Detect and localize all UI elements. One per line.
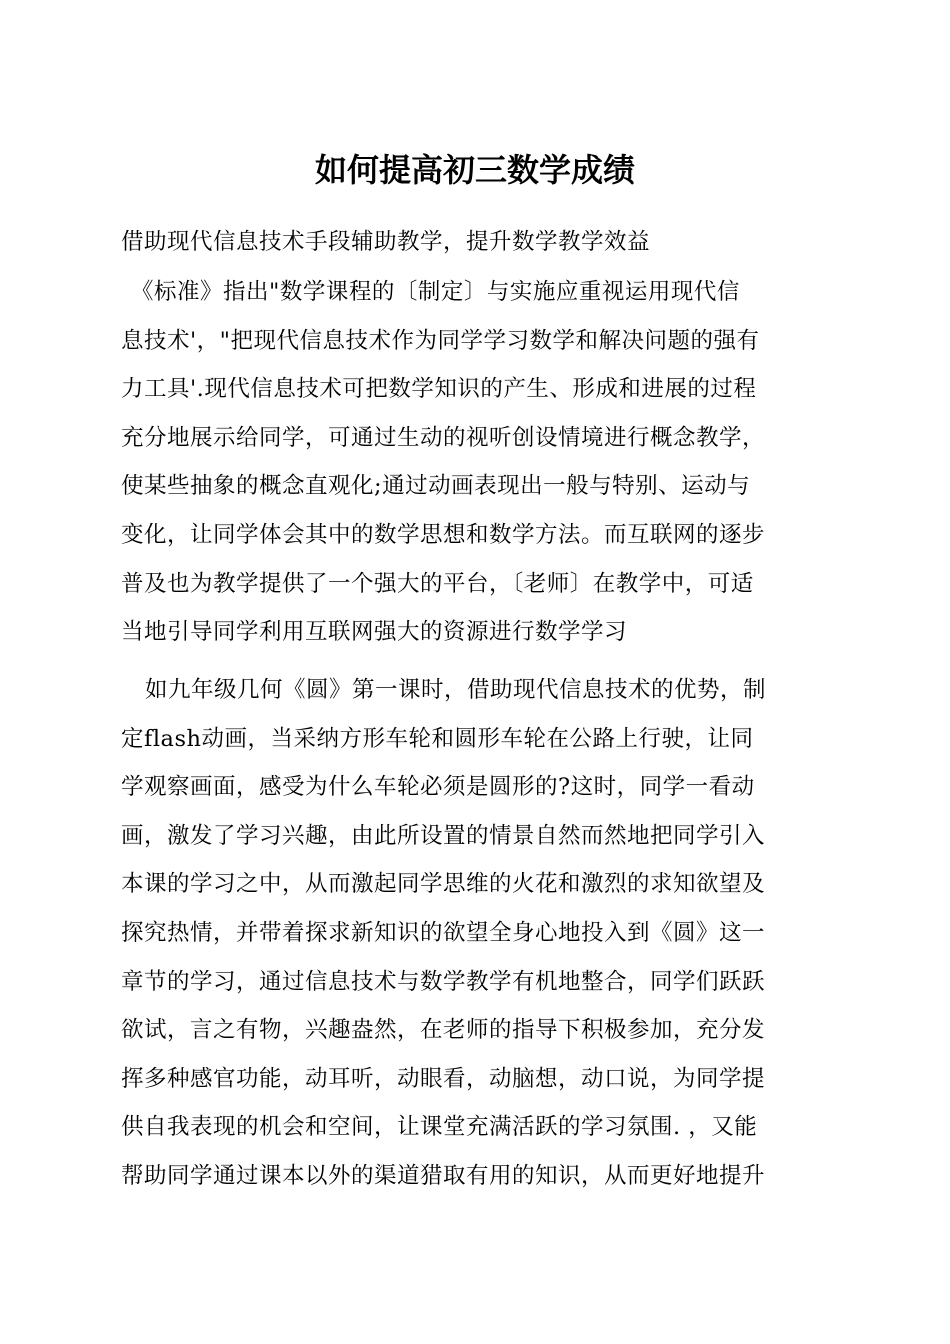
paragraph-line: 如九年级几何《圆》第一课时，借助现代信息技术的优势，制: [145, 677, 767, 703]
paragraph-line: 力工具'.现代信息技术可把数学知识的产生、形成和进展的过程: [121, 376, 757, 403]
paragraph-line: 挥多种感官功能，动耳听，动眼看，动脑想，动口说，为同学提: [121, 1065, 766, 1092]
paragraph-line: 欲试，言之有物，兴趣盎然，在老师的指导下积极参加，充分发: [121, 1017, 766, 1044]
paragraph-line: 定flash动画，当采纳方形车轮和圆形车轮在公路上行驶，让同: [121, 725, 754, 752]
paragraph-2: [121, 666, 836, 1201]
paragraph-line: 《标准》指出"数学课程的〔制定〕与实施应重视运用现代信: [131, 279, 740, 305]
section-heading-text: 借助现代信息技术手段辅助教学，提升数学教学效益: [121, 229, 651, 255]
document-title: 如何提高初三数学成绩: [314, 151, 635, 189]
paragraph-line: 学观察画面，感受为什么车轮必须是圆形的?这时，同学一看动: [121, 774, 755, 801]
paragraph-line: 本课的学习之中，从而激起同学思维的火花和激烈的求知欲望及: [121, 871, 766, 898]
paragraph-line: 当地引导同学利用互联网强大的资源进行数学学习: [121, 619, 628, 646]
paragraph-line: 变化，让同学体会其中的数学思想和数学方法。而互联网的逐步: [121, 521, 766, 548]
paragraph-line: 章节的学习，通过信息技术与数学教学有机地整合，同学们跃跃: [121, 968, 766, 995]
paragraph-line: 息技术'，"把现代信息技术作为同学学习数学和解决问题的强有: [121, 327, 760, 354]
paragraph-line: 使某些抽象的概念直观化;通过动画表现出一般与特别、运动与: [121, 473, 751, 500]
paragraph-line: 供自我表现的机会和空间，让课堂充满活跃的学习氛围. ，又能: [121, 1114, 758, 1141]
paragraph-line: 充分地展示给同学，可通过生动的视听创设情境进行概念教学，: [121, 424, 766, 451]
paragraph-line: 普及也为教学提供了一个强大的平台，〔老师〕在教学中，可适: [121, 570, 754, 597]
paragraph-line: 探究热情，并带着探求新知识的欲望全身心地投入到《圆》这一: [121, 919, 766, 946]
section-heading: [121, 218, 836, 267]
paragraph-line: 画，激发了学习兴趣，由此所设置的情景自然而然地把同学引入: [121, 822, 766, 849]
paragraph-line: 帮助同学通过课本以外的渠道猎取有用的知识，从而更好地提升: [121, 1162, 766, 1189]
paragraph-1: [121, 268, 836, 657]
